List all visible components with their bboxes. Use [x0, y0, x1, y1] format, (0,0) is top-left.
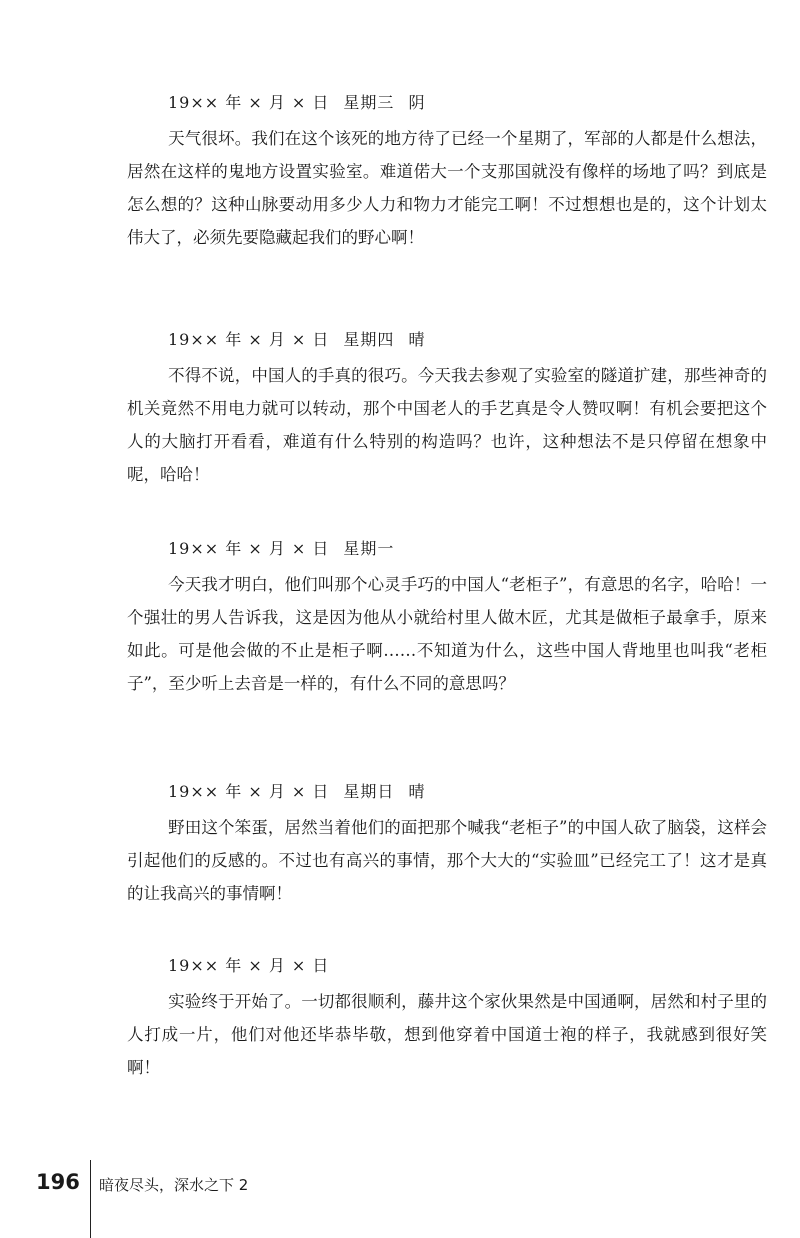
entry-date-line — [168, 538, 767, 560]
entry-text: 今天我才明白，他们叫那个心灵手巧的中国人“老柜子”，有意思的名字，哈哈！一个强壮的男人告诉我，这是因为他从小就给村里人做木匠，尤其是做柜子最拿手，原来如此。可是他会做的不止是柜子啊……不知道为什么，这些中国人背地里也叫我“老柜子”，至少听上去音是一样的，有什么不同的意思吗？ — [127, 575, 767, 693]
entry-text: 不得不说，中国人的手真的很巧。今天我去参观了实验室的隧道扩建，那些神奇的机关竟然不用电力就可以转动，那个中国老人的手艺真是令人赞叹啊！有机会要把这个人的大脑打开看看，难道有什么特别的构造吗？也许，这种想法不是只停留在想象中呢，哈哈！ — [127, 366, 767, 484]
diary-entry — [127, 329, 767, 491]
footer-divider — [90, 1160, 91, 1238]
entry-date-line — [168, 329, 767, 351]
entry-date: 19×× 年 × 月 × 日 — [168, 782, 330, 801]
entry-text: 实验终于开始了。一切都很顺利，藤井这个家伙果然是中国通啊，居然和村子里的人打成一片，他们对他还毕恭毕敬，想到他穿着中国道士袍的样子，我就感到很好笑啊！ — [127, 992, 767, 1077]
entry-weather: 阴 — [408, 93, 426, 112]
diary-entry — [127, 781, 767, 910]
entry-date-line — [168, 955, 767, 977]
entry-body — [127, 811, 767, 910]
entry-weekday: 星期三 — [343, 93, 395, 112]
entry-weekday: 星期一 — [343, 539, 395, 558]
entry-body — [127, 985, 767, 1084]
diary-entry — [127, 955, 767, 1084]
entry-weekday: 星期四 — [343, 330, 395, 349]
diary-entry — [127, 538, 767, 700]
page-number: 196 — [36, 1170, 80, 1194]
entry-body — [127, 568, 767, 700]
entry-text: 野田这个笨蛋，居然当着他们的面把那个喊我“老柜子”的中国人砍了脑袋，这样会引起他们的反感的。不过也有高兴的事情，那个大大的“实验皿”已经完工了！这才是真的让我高兴的事情啊！ — [127, 818, 767, 903]
entry-date-line — [168, 781, 767, 803]
diary-entry — [127, 92, 767, 254]
entry-date: 19×× 年 × 月 × 日 — [168, 93, 330, 112]
entry-weather: 晴 — [408, 330, 426, 349]
entry-date: 19×× 年 × 月 × 日 — [168, 956, 330, 975]
entry-date-line — [168, 92, 767, 114]
entry-weather: 晴 — [408, 782, 426, 801]
entry-weekday: 星期日 — [343, 782, 395, 801]
running-title: 暗夜尽头，深水之下 2 — [99, 1176, 249, 1194]
entry-date: 19×× 年 × 月 × 日 — [168, 330, 330, 349]
entry-date: 19×× 年 × 月 × 日 — [168, 539, 330, 558]
entry-text: 天气很坏。我们在这个该死的地方待了已经一个星期了，军部的人都是什么想法，居然在这样的鬼地方设置实验室。难道偌大一个支那国就没有像样的场地了吗？到底是怎么想的？这种山脉要动用多少人力和物力才能完工啊！不过想想也是的，这个计划太伟大了，必须先要隐藏起我们的野心啊！ — [127, 129, 767, 247]
entry-body — [127, 122, 767, 254]
entry-body — [127, 359, 767, 491]
